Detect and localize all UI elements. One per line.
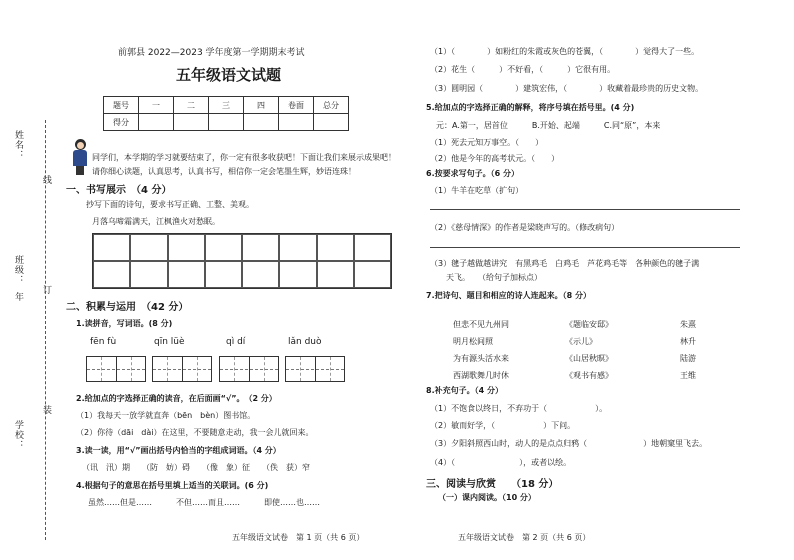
intro-line-2: 请你细心读题，认真思考，认真书写，相信你一定会笔墨生辉，妙语连珠！ <box>92 167 356 176</box>
question-6-item-2: （2）《慈母情深》的作者是梁晓声写的。（修改病句） <box>430 223 620 232</box>
exam-subtitle: 五年级语文试题 <box>176 66 282 84</box>
answer-line[interactable] <box>430 209 740 210</box>
matching-poet[interactable]: 朱熹 <box>680 320 696 329</box>
exam-title: 前郭县 2022—2023 学年度第一学期期末考试 <box>118 48 305 58</box>
score-header-cell: 总分 <box>314 97 349 114</box>
question-5-item-1: （1）死去元知万事空。（ ） <box>430 138 544 147</box>
matching-poem-title[interactable]: 《示儿》 <box>565 337 597 346</box>
question-8-item-1: （1）不饱食以终日，不弃功于（ ）。 <box>430 404 608 413</box>
score-header-cell: 三 <box>209 97 244 114</box>
section-1-poem: 月落乌啼霜满天，江枫渔火对愁眠。 <box>92 217 220 226</box>
q4-item-1: （1）（ ）如粉红的朱霞或灰色的苍翼，（ ）觉得大了一些。 <box>430 47 700 56</box>
matching-poet[interactable]: 陆游 <box>680 354 696 363</box>
question-4-items: 虽然……但是…… 不但……而且…… 即使……也…… <box>88 498 320 507</box>
matching-poem-title[interactable]: 《观书有感》 <box>565 371 613 380</box>
question-4-title: 4.根据句子的意思在括号里填上适当的关联词。(6 分) <box>76 481 269 490</box>
pinyin-answer-box[interactable] <box>152 356 212 382</box>
student-avatar-icon <box>70 139 90 175</box>
pinyin-4: lǎn duò <box>288 337 322 347</box>
score-header-cell: 一 <box>139 97 174 114</box>
score-cell[interactable] <box>244 114 279 131</box>
matching-poem-line[interactable]: 为有源头活水来 <box>453 354 509 363</box>
section-1-title: 一、书写展示 （4 分） <box>66 185 172 196</box>
matching-poem-title[interactable]: 《题临安邸》 <box>565 320 613 329</box>
pinyin-3: qì dí <box>226 337 246 347</box>
section-1-instruction: 抄写下面的诗句，要求书写正确、工整、美观。 <box>86 200 254 209</box>
matching-poet[interactable]: 王维 <box>680 371 696 380</box>
page-2-footer: 五年级语文试卷 第 2 页（共 6 页） <box>458 533 591 542</box>
score-table <box>103 96 349 131</box>
bind-line-char: 订 <box>41 285 51 295</box>
q4-item-2: （2）花生（ ）不好看，（ ）它很有用。 <box>430 65 616 74</box>
section-3-title: 三、阅读与欣赏 （18 分） <box>426 479 559 490</box>
score-cell[interactable] <box>209 114 244 131</box>
question-3-title: 3.读一读，用“√”画出括号内恰当的字组成词语。（4 分） <box>76 446 281 455</box>
answer-line[interactable] <box>430 247 740 248</box>
matching-poet[interactable]: 林升 <box>680 337 696 346</box>
page-1-footer: 五年级语文试卷 第 1 页（共 6 页） <box>232 533 365 542</box>
question-3-items: （讯 汛）期 （防 妨）碍 （像 象）征 （佚 获）窄 <box>82 463 310 472</box>
score-table-header-row <box>104 97 349 114</box>
question-6-item-1: （1）牛羊在吃草（扩句） <box>430 186 524 195</box>
score-cell[interactable] <box>139 114 174 131</box>
question-8-item-4: （4）（ ），或者以绘。 <box>430 458 572 467</box>
matching-poem-line[interactable]: 但悲不见九州同 <box>453 320 509 329</box>
intro-line-1: 同学们，本学期的学习就要结束了，你一定有很多收获吧！下面让我们来展示成果吧！ <box>92 153 396 162</box>
matching-poem-line[interactable]: 明月松间照 <box>453 337 493 346</box>
question-8-item-3: （3）夕阳斜照西山时，动人的是点点归鸦（ ）地朝窠里飞去。 <box>430 439 708 448</box>
question-2-title: 2.给加点的字选择正确的读音，在后面画“√”。 （2 分） <box>76 394 277 403</box>
score-header-cell: 四 <box>244 97 279 114</box>
seal-char: 装 <box>41 405 51 415</box>
writing-grid[interactable] <box>92 233 392 289</box>
question-6-item-3-line-1: （3）毽子越做越讲究 有黑鸡毛 白鸡毛 芦花鸡毛等 各种颜色的毽子满 <box>430 259 700 268</box>
score-cell[interactable] <box>314 114 349 131</box>
school-label: 学校： <box>13 420 23 450</box>
pinyin-answer-box[interactable] <box>285 356 345 382</box>
question-6-title: 6.按要求写句子。（6 分） <box>426 169 519 178</box>
question-1-title: 1.读拼音，写词语。(8 分) <box>76 319 173 328</box>
score-cell[interactable] <box>174 114 209 131</box>
question-5-title: 5.给加点的字选择正确的解释，将序号填在括号里。(4 分) <box>426 103 635 112</box>
question-6-item-3-line-2: 天飞。 （给句子加标点） <box>446 273 542 282</box>
binding-dashed-line <box>45 120 46 540</box>
question-2-item-1: （1）我每天一放学就直奔（bēn bèn）图书馆。 <box>76 411 256 420</box>
q4-item-3: （3）圆明园（ ）建筑宏伟，（ ）收藏着最珍贵的历史文物。 <box>430 84 704 93</box>
grade-label: 年 <box>13 292 23 302</box>
matching-poem-line[interactable]: 西湖歌舞几时休 <box>453 371 509 380</box>
class-label: 班级： <box>13 255 23 285</box>
section-2-title: 二、积累与运用 （42 分） <box>66 302 189 313</box>
pinyin-answer-box[interactable] <box>86 356 146 382</box>
score-row-label: 得分 <box>104 114 139 131</box>
score-header-cell: 题号 <box>104 97 139 114</box>
seal-line-char: 线 <box>41 175 51 185</box>
question-8-item-2: （2）敏而好学，（ ）下问。 <box>430 421 576 430</box>
pinyin-1: fēn fù <box>90 337 117 347</box>
matching-poem-title[interactable]: 《山居秋暝》 <box>565 354 613 363</box>
pinyin-answer-box[interactable] <box>219 356 279 382</box>
score-header-cell: 卷面 <box>279 97 314 114</box>
section-3-subtitle: （一）课内阅读。（10 分） <box>438 493 536 502</box>
question-5-item-2: （2）他是今年的高考状元。（ ） <box>430 154 560 163</box>
question-2-item-2: （2）你待（dāi dài）在这里，不要随意走动，我一会儿就回来。 <box>76 428 314 437</box>
pinyin-2: qīn lüè <box>154 337 185 347</box>
score-header-cell: 二 <box>174 97 209 114</box>
score-table-score-row <box>104 114 349 131</box>
question-7-title: 7.把诗句、题目和相应的诗人连起来。（8 分） <box>426 291 591 300</box>
score-cell[interactable] <box>279 114 314 131</box>
question-8-title: 8.补充句子。（4 分） <box>426 386 503 395</box>
student-name-label: 姓名： <box>13 130 23 160</box>
question-5-options: 元：A.第一，居首位 B.开始、起端 C.同“原”，本来 <box>436 121 661 130</box>
